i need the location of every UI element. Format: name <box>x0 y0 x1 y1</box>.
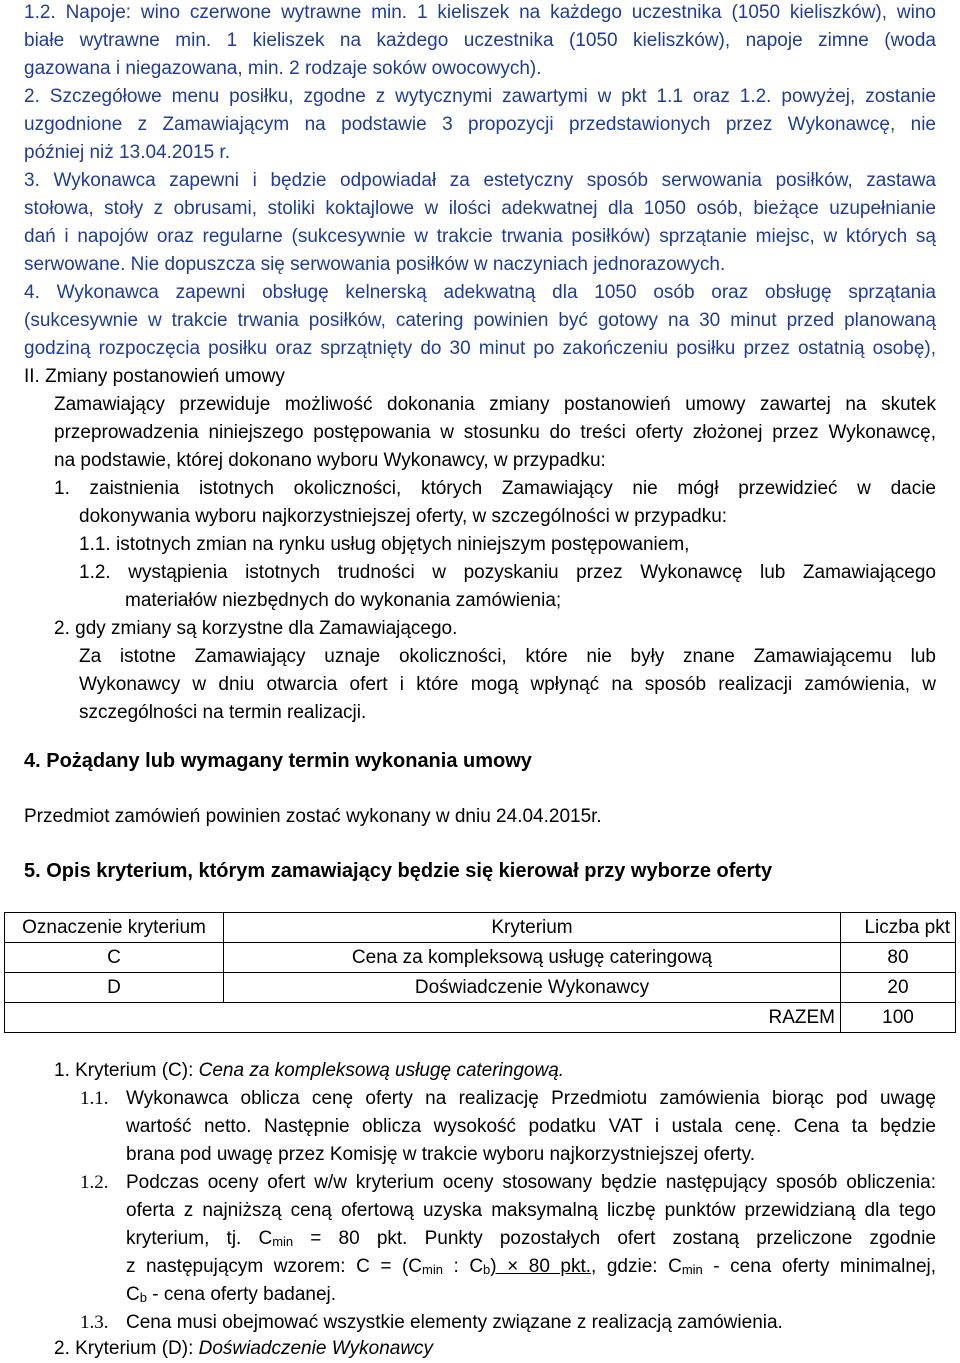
list-number: 1.1. <box>80 1088 109 1109</box>
list-item: 1. zaistnienia istotnych okoliczności, których Zamawiający nie mógł przewidzieć w dacie <box>54 478 936 499</box>
criterion-prefix: 1. Kryterium (C): <box>54 1060 199 1081</box>
text-line: białe wytrawne min. 1 kieliszek na każdego uczestnika (1050 kieliszków), napoje zimne (woda <box>24 30 936 51</box>
text-line: wartość netto. Następnie oblicza wysokość podatku VAT i ustala cenę. Cena ta będzie <box>126 1116 936 1137</box>
text-line: na podstawie, której dokonano wyboru Wykonawcy, w przypadku: <box>54 450 606 471</box>
list-number: 1.3. <box>80 1312 109 1333</box>
table-cell: Cena za kompleksową usługę cateringową <box>224 943 841 973</box>
table-header-cell: Oznaczenie kryterium <box>5 913 224 943</box>
total-label: RAZEM <box>5 1003 841 1033</box>
text-span: , gdzie: C <box>591 1256 682 1277</box>
total-value: 100 <box>841 1003 956 1033</box>
subscript: min <box>272 1234 294 1249</box>
text-line: Cena musi obejmować wszystkie elementy związane z realizacją zamówienia. <box>126 1312 783 1333</box>
text-line: 4. Wykonawca zapewni obsługę kelnerską adekwatną dla 1050 osób oraz obsługę sprzątania <box>24 282 936 303</box>
criteria-table <box>4 912 956 1033</box>
text-line: Wykonawca oblicza cenę oferty na realizację Przedmiotu zamówienia biorąc pod uwagę <box>126 1088 936 1109</box>
list-item <box>54 1060 564 1082</box>
text-span: - cena oferty badanej. <box>146 1284 337 1305</box>
text-line: Zamawiający przewiduje możliwość dokonania zmiany postanowień umowy zawartej na skutek <box>54 394 936 415</box>
subscript: b <box>483 1262 491 1277</box>
text-line: stołowa, stoły z obrusami, stoliki koktajlowe w ilości adekwatnej dla 1050 osób, bieżące uzupełnianie <box>24 198 936 219</box>
text-line: materiałów niezbędnych do wykonania zamówienia; <box>125 590 562 611</box>
table-cell: 20 <box>841 973 956 1003</box>
text-line: dokonywania wyboru najkorzystniejszej oferty, w szczególności w przypadku: <box>79 506 728 527</box>
text-line: Podczas oceny ofert w/w kryterium oceny stosowany będzie następujący sposób obliczenia: <box>126 1172 936 1193</box>
text-line: brana pod uwagę przez Komisję w trakcie wyboru najkorzystniejszej oferty. <box>126 1144 756 1165</box>
criterion-name: Doświadczenie Wykonawcy <box>198 1338 434 1359</box>
text-span: z następującym wzorem: C = (C <box>126 1256 423 1277</box>
text-line: Wykonawcy w dniu otwarcia ofert i które mogą wpłynąć na sposób realizacji zamówienia, w <box>79 674 936 695</box>
list-item: 1.1. istotnych zmian na rynku usług objętych niniejszym postępowaniem, <box>79 534 690 555</box>
section-title: II. Zmiany postanowień umowy <box>24 366 285 387</box>
text-span: : C <box>442 1256 484 1277</box>
subscript: min <box>681 1262 703 1277</box>
text-span: - cena oferty minimalnej, <box>702 1256 937 1277</box>
text-span: kryterium, tj. C <box>126 1228 273 1249</box>
table-header-row <box>5 913 956 943</box>
table-cell: C <box>5 943 224 973</box>
formula-line <box>126 1256 936 1281</box>
text-line <box>126 1284 336 1309</box>
text-span: ) × 80 pkt. <box>490 1256 592 1277</box>
text-line: godziną rozpoczęcia posiłku oraz sprzątnięty do 30 minut po zakończeniu posiłku przez ostatnią osobę), <box>24 338 936 359</box>
text-line: oferta z najniższą ceną ofertową uzyska maksymalną liczbę punktów przewidzianą dla tego <box>126 1200 936 1221</box>
text-line: serwowane. Nie dopuszcza się serwowania posiłków w naczyniach jednorazowych. <box>24 254 726 275</box>
text-line: gazowana i niegazowana, min. 2 rodzaje soków owocowych). <box>24 58 542 79</box>
criterion-prefix: 2. Kryterium (D): <box>54 1338 199 1359</box>
table-cell: D <box>5 973 224 1003</box>
table-cell: Doświadczenie Wykonawcy <box>224 973 841 1003</box>
text-line: przeprowadzenia niniejszego postępowania w stosunku do treści oferty złożonej przez Wykonawcę, <box>54 422 936 443</box>
text-line: 2. Szczegółowe menu posiłku, zgodne z wytycznymi zawartymi w pkt 1.1 oraz 1.2. powyżej, zostanie <box>24 86 936 107</box>
list-item: 1.2. wystąpienia istotnych trudności w pozyskaniu przez Wykonawcę lub Zamawiającego <box>79 562 936 583</box>
list-item: 2. gdy zmiany są korzystne dla Zamawiającego. <box>54 618 458 639</box>
text-line: później niż 13.04.2015 r. <box>24 142 230 163</box>
text-span: C <box>126 1284 140 1305</box>
subscript: b <box>139 1290 147 1305</box>
table-header-cell: Liczba pkt <box>841 913 956 943</box>
table-row <box>5 943 956 973</box>
table-cell: 80 <box>841 943 956 973</box>
text-line: Za istotne Zamawiający uznaje okoliczności, które nie były znane Zamawiającemu lub <box>79 646 936 667</box>
text-line: 3. Wykonawca zapewni i będzie odpowiadał za estetyczny sposób serwowania posiłków, zastawa <box>24 170 936 191</box>
text-line: szczególności na termin realizacji. <box>79 702 367 723</box>
subscript: min <box>422 1262 443 1277</box>
section-heading: 4. Pożądany lub wymagany termin wykonania umowy <box>24 750 532 772</box>
list-number: 1.2. <box>80 1172 109 1193</box>
text-line: 1.2. Napoje: wino czerwone wytrawne min. 1 kieliszek na każdego uczestnika (1050 kieliszków), wino <box>24 2 936 23</box>
list-item <box>54 1338 433 1360</box>
table-header-cell: Kryterium <box>224 913 841 943</box>
text-line: Przedmiot zamówień powinien zostać wykonany w dniu 24.04.2015r. <box>24 806 602 827</box>
text-line: dań i napojów oraz regularne (sukcesywnie w trakcie trwania posiłków) sprzątanie miejsc, w których są <box>24 226 936 247</box>
table-row <box>5 973 956 1003</box>
text-line: uzgodnione z Zamawiającym na podstawie 3 propozycji przedstawionych przez Wykonawcę, nie <box>24 114 936 135</box>
text-line <box>126 1228 936 1253</box>
table-total-row <box>5 1003 956 1033</box>
text-span: = 80 pkt. Punkty pozostałych ofert zostaną przeliczone zgodnie <box>293 1228 937 1249</box>
section-heading: 5. Opis kryterium, którym zamawiający będzie się kierował przy wyborze oferty <box>24 860 773 882</box>
criterion-name: Cena za kompleksową usługę cateringową. <box>198 1060 565 1081</box>
text-line: (sukcesywnie w trakcie trwania posiłków, catering powinien być gotowy na 30 minut przed planowaną <box>24 310 936 331</box>
